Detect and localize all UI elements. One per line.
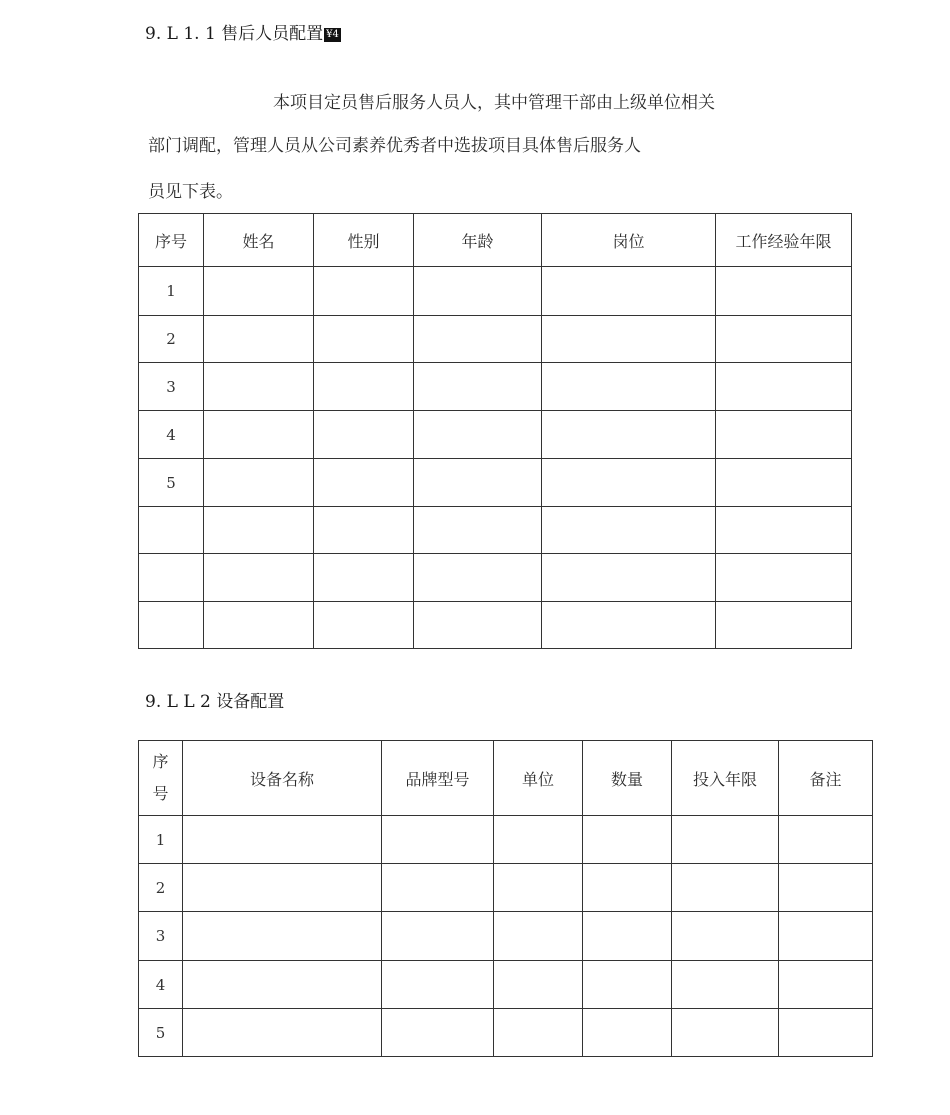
staff-cell-age[interactable] bbox=[414, 267, 542, 316]
equip-cell-years[interactable] bbox=[672, 1009, 779, 1057]
equip-cell-remarks[interactable] bbox=[779, 816, 873, 864]
staff-cell-position[interactable] bbox=[542, 554, 716, 602]
staff-cell-experience[interactable] bbox=[716, 363, 852, 411]
staff-cell-age[interactable] bbox=[414, 459, 542, 507]
equip-cell-years[interactable] bbox=[672, 864, 779, 912]
equip-row-number: 1 bbox=[139, 816, 183, 864]
staff-cell-name[interactable] bbox=[204, 459, 314, 507]
equip-cell-name[interactable] bbox=[183, 912, 382, 961]
equip-cell-years[interactable] bbox=[672, 912, 779, 961]
equip-table-row bbox=[139, 816, 873, 864]
equipment-table bbox=[138, 740, 873, 1057]
staff-cell-experience[interactable] bbox=[716, 411, 852, 459]
staff-table-row bbox=[139, 602, 852, 649]
staff-cell-position[interactable] bbox=[542, 602, 716, 649]
equip-cell-name[interactable] bbox=[183, 1009, 382, 1057]
equip-row-number: 5 bbox=[139, 1009, 183, 1057]
staff-row-number: 5 bbox=[139, 459, 204, 507]
equip-cell-quantity[interactable] bbox=[583, 912, 672, 961]
staff-cell-age[interactable] bbox=[414, 316, 542, 363]
equip-cell-name[interactable] bbox=[183, 864, 382, 912]
staff-cell-name[interactable] bbox=[204, 554, 314, 602]
staff-cell-name[interactable] bbox=[204, 507, 314, 554]
staff-cell-experience[interactable] bbox=[716, 267, 852, 316]
equip-col-header: 数量 bbox=[583, 741, 672, 816]
staff-row-number: 2 bbox=[139, 316, 204, 363]
staff-cell-experience[interactable] bbox=[716, 554, 852, 602]
staff-col-header: 岗位 bbox=[542, 214, 716, 267]
equip-table-row bbox=[139, 1009, 873, 1057]
equip-cell-unit[interactable] bbox=[494, 816, 583, 864]
equip-col-header: 投入年限 bbox=[672, 741, 779, 816]
staff-table bbox=[138, 213, 852, 649]
staff-table-row bbox=[139, 411, 852, 459]
equip-cell-brand[interactable] bbox=[382, 912, 494, 961]
equip-cell-quantity[interactable] bbox=[583, 864, 672, 912]
equip-cell-unit[interactable] bbox=[494, 1009, 583, 1057]
staff-cell-gender[interactable] bbox=[314, 267, 414, 316]
staff-cell-position[interactable] bbox=[542, 507, 716, 554]
staff-table-row bbox=[139, 316, 852, 363]
equip-cell-remarks[interactable] bbox=[779, 961, 873, 1009]
staff-cell-name[interactable] bbox=[204, 602, 314, 649]
equip-cell-brand[interactable] bbox=[382, 864, 494, 912]
equip-cell-years[interactable] bbox=[672, 961, 779, 1009]
staff-cell-position[interactable] bbox=[542, 316, 716, 363]
section-heading-staff bbox=[145, 19, 341, 44]
staff-cell-gender[interactable] bbox=[314, 507, 414, 554]
equip-cell-quantity[interactable] bbox=[583, 816, 672, 864]
section-heading-equipment: 9. L L 2 设备配置 bbox=[145, 692, 285, 712]
intro-line-2: 部门调配，管理人员从公司素养优秀者中选拔项目具体售后服务人 bbox=[148, 136, 641, 156]
equip-cell-remarks[interactable] bbox=[779, 1009, 873, 1057]
staff-cell-gender[interactable] bbox=[314, 363, 414, 411]
equip-col-header: 品牌型号 bbox=[382, 741, 494, 816]
equip-cell-brand[interactable] bbox=[382, 961, 494, 1009]
equip-cell-name[interactable] bbox=[183, 816, 382, 864]
staff-row-number bbox=[139, 602, 204, 649]
staff-table-row bbox=[139, 363, 852, 411]
staff-table-row bbox=[139, 507, 852, 554]
staff-cell-experience[interactable] bbox=[716, 602, 852, 649]
equip-seq-header-top: 序 bbox=[152, 752, 169, 771]
staff-col-header: 年龄 bbox=[414, 214, 542, 267]
staff-cell-age[interactable] bbox=[414, 411, 542, 459]
section-heading-staff-text: 9. L 1. 1 售后人员配置 bbox=[145, 24, 324, 44]
equip-cell-quantity[interactable] bbox=[583, 1009, 672, 1057]
intro-line-1: 本项目定员售后服务人员人，其中管理干部由上级单位相关 bbox=[273, 93, 715, 113]
equip-cell-years[interactable] bbox=[672, 816, 779, 864]
staff-row-number: 1 bbox=[139, 267, 204, 316]
staff-col-header: 工作经验年限 bbox=[716, 214, 852, 267]
staff-cell-gender[interactable] bbox=[314, 411, 414, 459]
staff-cell-position[interactable] bbox=[542, 363, 716, 411]
staff-row-number bbox=[139, 554, 204, 602]
staff-cell-gender[interactable] bbox=[314, 554, 414, 602]
equip-cell-brand[interactable] bbox=[382, 816, 494, 864]
equip-cell-remarks[interactable] bbox=[779, 912, 873, 961]
equip-cell-name[interactable] bbox=[183, 961, 382, 1009]
staff-row-number: 4 bbox=[139, 411, 204, 459]
equip-cell-unit[interactable] bbox=[494, 961, 583, 1009]
intro-line-3: 员见下表。 bbox=[148, 182, 233, 202]
staff-cell-age[interactable] bbox=[414, 363, 542, 411]
equip-row-number: 2 bbox=[139, 864, 183, 912]
equip-cell-remarks[interactable] bbox=[779, 864, 873, 912]
staff-cell-experience[interactable] bbox=[716, 316, 852, 363]
staff-cell-position[interactable] bbox=[542, 411, 716, 459]
staff-cell-experience[interactable] bbox=[716, 507, 852, 554]
staff-cell-age[interactable] bbox=[414, 602, 542, 649]
staff-cell-name[interactable] bbox=[204, 411, 314, 459]
equip-col-header: 单位 bbox=[494, 741, 583, 816]
staff-col-header: 姓名 bbox=[204, 214, 314, 267]
staff-cell-gender[interactable] bbox=[314, 316, 414, 363]
staff-col-header: 性别 bbox=[314, 214, 414, 267]
equip-col-header-seq bbox=[139, 741, 183, 816]
staff-cell-gender[interactable] bbox=[314, 602, 414, 649]
staff-cell-position[interactable] bbox=[542, 267, 716, 316]
staff-cell-name[interactable] bbox=[204, 363, 314, 411]
staff-row-number: 3 bbox=[139, 363, 204, 411]
equip-table-row bbox=[139, 961, 873, 1009]
equip-col-header: 备注 bbox=[779, 741, 873, 816]
equip-cell-quantity[interactable] bbox=[583, 961, 672, 1009]
equip-table-row bbox=[139, 864, 873, 912]
staff-cell-name[interactable] bbox=[204, 267, 314, 316]
equip-row-number: 3 bbox=[139, 912, 183, 961]
equip-cell-unit[interactable] bbox=[494, 864, 583, 912]
staff-col-header: 序号 bbox=[139, 214, 204, 267]
equip-row-number: 4 bbox=[139, 961, 183, 1009]
equip-table-header-row bbox=[139, 741, 873, 816]
staff-cell-name[interactable] bbox=[204, 316, 314, 363]
staff-table-row bbox=[139, 459, 852, 507]
equip-cell-brand[interactable] bbox=[382, 1009, 494, 1057]
staff-cell-experience[interactable] bbox=[716, 459, 852, 507]
staff-table-row bbox=[139, 267, 852, 316]
staff-cell-gender[interactable] bbox=[314, 459, 414, 507]
equip-table-row bbox=[139, 912, 873, 961]
equip-col-header: 设备名称 bbox=[183, 741, 382, 816]
staff-table-row bbox=[139, 554, 852, 602]
staff-cell-age[interactable] bbox=[414, 554, 542, 602]
staff-cell-position[interactable] bbox=[542, 459, 716, 507]
heading-mark: ¥4 bbox=[326, 29, 339, 40]
equip-cell-unit[interactable] bbox=[494, 912, 583, 961]
staff-row-number bbox=[139, 507, 204, 554]
staff-cell-age[interactable] bbox=[414, 507, 542, 554]
staff-table-header-row bbox=[139, 214, 852, 267]
equip-seq-header-bottom: 号 bbox=[152, 784, 169, 803]
